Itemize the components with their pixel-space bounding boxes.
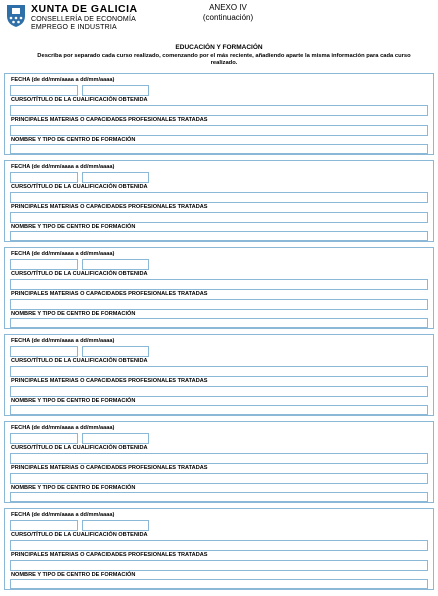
course-field[interactable]: [10, 453, 428, 464]
subjects-field[interactable]: [10, 473, 428, 484]
subjects-field[interactable]: [10, 125, 428, 136]
section-title: EDUCACIÓN Y FORMACIÓN: [175, 44, 263, 51]
center-label: NOMBRE Y TIPO DE CENTRO DE FORMACIÓN: [11, 311, 136, 317]
center-field[interactable]: [10, 231, 428, 241]
center-label: NOMBRE Y TIPO DE CENTRO DE FORMACIÓN: [11, 137, 136, 143]
date-from-field[interactable]: [10, 433, 78, 444]
date-to-field[interactable]: [82, 259, 149, 270]
instructions-line-2: realizado.: [210, 60, 238, 66]
course-label: CURSO/TÍTULO DE LA CUALIFICACIÓN OBTENIDA: [11, 532, 148, 538]
annex-title: ANEXO IV: [209, 3, 247, 12]
center-label: NOMBRE Y TIPO DE CENTRO DE FORMACIÓN: [11, 398, 136, 404]
subjects-field[interactable]: [10, 560, 428, 571]
subjects-label: PRINCIPALES MATERIAS O CAPACIDADES PROFESIONALES TRATADAS: [11, 204, 208, 210]
instructions-line-1: Describa por separado cada curso realizado, comenzando por el más reciente, añadiendo aparte la misma información para cada curso: [37, 53, 411, 59]
course-field[interactable]: [10, 279, 428, 290]
date-label: FECHA (de dd/mm/aaaa a dd/mm/aaaa): [11, 338, 115, 344]
date-to-field[interactable]: [82, 433, 149, 444]
center-field[interactable]: [10, 405, 428, 415]
date-label: FECHA (de dd/mm/aaaa a dd/mm/aaaa): [11, 251, 115, 257]
subjects-field[interactable]: [10, 386, 428, 397]
education-entry-block: [4, 73, 434, 155]
date-label: FECHA (de dd/mm/aaaa a dd/mm/aaaa): [11, 164, 115, 170]
xunta-galicia-logo-icon: [5, 2, 27, 28]
section-instructions: [30, 53, 418, 67]
date-to-field[interactable]: [82, 85, 149, 96]
department-line-2: EMPREGO E INDUSTRIA: [31, 24, 117, 31]
subjects-label: PRINCIPALES MATERIAS O CAPACIDADES PROFESIONALES TRATADAS: [11, 552, 208, 558]
date-label: FECHA (de dd/mm/aaaa a dd/mm/aaaa): [11, 77, 115, 83]
course-label: CURSO/TÍTULO DE LA CUALIFICACIÓN OBTENIDA: [11, 445, 148, 451]
date-from-field[interactable]: [10, 346, 78, 357]
education-entry-block: [4, 508, 434, 590]
subjects-field[interactable]: [10, 299, 428, 310]
center-field[interactable]: [10, 144, 428, 154]
course-field[interactable]: [10, 105, 428, 116]
subjects-label: PRINCIPALES MATERIAS O CAPACIDADES PROFESIONALES TRATADAS: [11, 291, 208, 297]
date-to-field[interactable]: [82, 520, 149, 531]
education-entry-block: [4, 334, 434, 416]
course-label: CURSO/TÍTULO DE LA CUALIFICACIÓN OBTENIDA: [11, 358, 148, 364]
subjects-label: PRINCIPALES MATERIAS O CAPACIDADES PROFESIONALES TRATADAS: [11, 465, 208, 471]
course-field[interactable]: [10, 192, 428, 203]
department-line-1: CONSELLERÍA DE ECONOMÍA: [31, 16, 136, 23]
center-field[interactable]: [10, 318, 428, 328]
center-field[interactable]: [10, 492, 428, 502]
course-label: CURSO/TÍTULO DE LA CUALIFICACIÓN OBTENIDA: [11, 184, 148, 190]
center-label: NOMBRE Y TIPO DE CENTRO DE FORMACIÓN: [11, 572, 136, 578]
date-from-field[interactable]: [10, 520, 78, 531]
education-entry-block: [4, 421, 434, 503]
annex-heading: [188, 3, 268, 23]
subjects-field[interactable]: [10, 212, 428, 223]
date-label: FECHA (de dd/mm/aaaa a dd/mm/aaaa): [11, 425, 115, 431]
course-label: CURSO/TÍTULO DE LA CUALIFICACIÓN OBTENIDA: [11, 271, 148, 277]
page-header: [0, 0, 438, 40]
date-to-field[interactable]: [82, 172, 149, 183]
subjects-label: PRINCIPALES MATERIAS O CAPACIDADES PROFESIONALES TRATADAS: [11, 117, 208, 123]
date-label: FECHA (de dd/mm/aaaa a dd/mm/aaaa): [11, 512, 115, 518]
course-label: CURSO/TÍTULO DE LA CUALIFICACIÓN OBTENIDA: [11, 97, 148, 103]
date-from-field[interactable]: [10, 85, 78, 96]
subjects-label: PRINCIPALES MATERIAS O CAPACIDADES PROFESIONALES TRATADAS: [11, 378, 208, 384]
center-field[interactable]: [10, 579, 428, 589]
center-label: NOMBRE Y TIPO DE CENTRO DE FORMACIÓN: [11, 485, 136, 491]
date-from-field[interactable]: [10, 259, 78, 270]
annex-subtitle: (continuación): [202, 13, 254, 22]
date-from-field[interactable]: [10, 172, 78, 183]
brand-name: XUNTA DE GALICIA: [31, 3, 138, 15]
course-field[interactable]: [10, 540, 428, 551]
center-label: NOMBRE Y TIPO DE CENTRO DE FORMACIÓN: [11, 224, 136, 230]
course-field[interactable]: [10, 366, 428, 377]
education-entry-block: [4, 160, 434, 242]
education-entry-block: [4, 247, 434, 329]
date-to-field[interactable]: [82, 346, 149, 357]
